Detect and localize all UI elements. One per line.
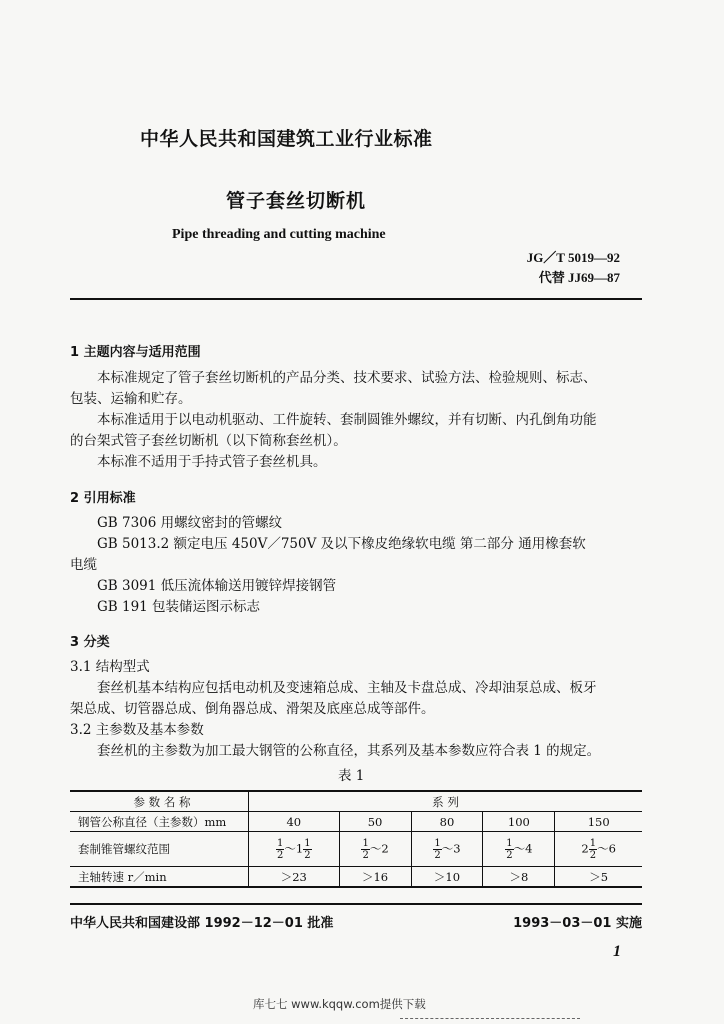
footer-divider bbox=[70, 903, 642, 905]
table-cell: $\frac{1}{2}$ ～3 bbox=[411, 832, 483, 867]
section-3-1-heading: 3.1 结构型式 bbox=[70, 659, 150, 675]
table-cell: 50 bbox=[339, 812, 411, 832]
table-header-row bbox=[70, 791, 642, 812]
table-row bbox=[70, 832, 642, 867]
section-1-p2-line1: 本标准适用于以电动机驱动、工件旋转、套制圆锥外螺纹，并有切断、内孔倒角功能 bbox=[97, 412, 597, 428]
scan-artifact bbox=[400, 1018, 580, 1019]
section-3-1-line2: 架总成、切管器总成、倒角器总成、滑架及底座总成等部件。 bbox=[70, 701, 435, 717]
table-cell: 100 bbox=[483, 812, 555, 832]
fraction: $\frac{1}{2}$ bbox=[362, 837, 369, 861]
table-cell: ＞16 bbox=[339, 867, 411, 888]
table-cell: $\frac{1}{2}$ ～2 bbox=[339, 832, 411, 867]
section-3-2-heading: 3.2 主参数及基本参数 bbox=[70, 722, 204, 738]
reference-gb3091: GB 3091 低压流体输送用镀锌焊接钢管 bbox=[97, 578, 337, 594]
standard-category: 中华人民共和国建筑工业行业标准 bbox=[140, 128, 433, 150]
reference-gb7306: GB 7306 用螺纹密封的管螺纹 bbox=[97, 515, 283, 531]
download-watermark: 库七七 www.kqqw.com提供下载 bbox=[253, 997, 426, 1011]
table-header-series: 系 列 bbox=[249, 791, 643, 812]
table-cell: 80 bbox=[411, 812, 483, 832]
section-1-p1-line1: 本标准规定了管子套丝切断机的产品分类、技术要求、试验方法、检验规则、标志、 bbox=[97, 370, 597, 386]
standard-number: JG／T 5019—92 bbox=[526, 250, 620, 265]
section-1-p3: 本标准不适用于手持式管子套丝机具。 bbox=[97, 454, 327, 470]
fraction: $\frac{1}{2}$ bbox=[589, 837, 597, 861]
reference-gb5013-line2: 电缆 bbox=[70, 557, 97, 573]
section-3-2-line1: 套丝机的主参数为加工最大钢管的公称直径，其系列及基本参数应符合表 1 的规定。 bbox=[97, 743, 601, 759]
table-cell: 150 bbox=[555, 812, 642, 832]
table-cell: ＞23 bbox=[249, 867, 340, 888]
section-3-1-line1: 套丝机基本结构应包括电动机及变速箱总成、主轴及卡盘总成、冷却油泵总成、板牙 bbox=[97, 680, 597, 696]
replaces-standard: 代替 JJ69—87 bbox=[538, 270, 620, 285]
parameters-table bbox=[70, 790, 642, 888]
section-1-p1-line2: 包装、运输和贮存。 bbox=[70, 391, 192, 407]
table-cell: $\frac{1}{2}$ ～4 bbox=[483, 832, 555, 867]
table-cell: $\frac{1}{2}$ ～1 $\frac{1}{2}$ bbox=[249, 832, 340, 867]
effective-date: 1993－03－01 实施 bbox=[513, 916, 642, 931]
reference-gb191: GB 191 包装储运图示标志 bbox=[97, 599, 261, 615]
section-3-heading: 3 分类 bbox=[70, 635, 110, 650]
issuer-approval: 中华人民共和国建设部 1992－12－01 批准 bbox=[70, 916, 334, 931]
table-caption: 表 1 bbox=[338, 768, 365, 784]
table-row bbox=[70, 812, 642, 832]
section-1-heading: 1 主题内容与适用范围 bbox=[70, 345, 201, 360]
section-1-p2-line2: 的台架式管子套丝切断机（以下简称套丝机）。 bbox=[70, 433, 347, 449]
fraction: $\frac{1}{2}$ bbox=[434, 837, 441, 861]
fraction: $\frac{1}{2}$ bbox=[506, 837, 513, 861]
english-title: Pipe threading and cutting machine bbox=[172, 227, 386, 242]
header-divider bbox=[70, 298, 642, 300]
table-header-param: 参 数 名 称 bbox=[70, 791, 249, 812]
fraction: $\frac{1}{2}$ bbox=[304, 837, 311, 861]
table-cell: 2 $\frac{1}{2}$ ～6 bbox=[555, 832, 642, 867]
row-label-spindle-speed: 主轴转速 r／min bbox=[70, 867, 249, 888]
section-2-heading: 2 引用标准 bbox=[70, 491, 136, 506]
page-number: 1 bbox=[613, 943, 621, 960]
table-cell: ＞5 bbox=[555, 867, 642, 888]
reference-gb5013-line1: GB 5013.2 额定电压 450V／750V 及以下橡皮绝缘软电缆 第二部分 通用橡套软 bbox=[97, 536, 586, 552]
page-title: 管子套丝切断机 bbox=[226, 190, 367, 212]
fraction: $\frac{1}{2}$ bbox=[277, 837, 284, 861]
table-cell: 40 bbox=[249, 812, 340, 832]
table-cell: ＞8 bbox=[483, 867, 555, 888]
row-label-diameter: 钢管公称直径（主参数）mm bbox=[70, 812, 249, 832]
table-cell: ＞10 bbox=[411, 867, 483, 888]
row-label-thread-range: 套制锥管螺纹范围 bbox=[70, 832, 249, 867]
table-row bbox=[70, 867, 642, 888]
